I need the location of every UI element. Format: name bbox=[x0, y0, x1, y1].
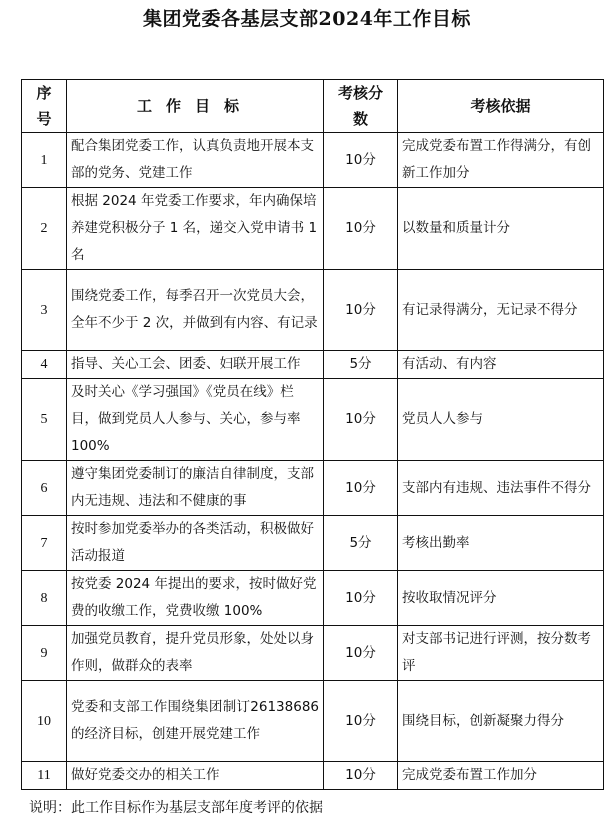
row-goal: 指导、关心工会、团委、妇联开展工作 bbox=[67, 351, 324, 379]
row-score: 10分 bbox=[324, 270, 398, 351]
table-row bbox=[22, 270, 604, 351]
row-basis: 支部内有违规、违法事件不得分 bbox=[398, 461, 604, 516]
row-no: 7 bbox=[22, 516, 67, 571]
row-no: 3 bbox=[22, 270, 67, 351]
header-score: 考核分数 bbox=[324, 80, 398, 133]
row-score: 10分 bbox=[324, 571, 398, 626]
header-no: 序号 bbox=[22, 80, 67, 133]
table-row bbox=[22, 379, 604, 461]
row-no: 10 bbox=[22, 681, 67, 762]
row-no: 1 bbox=[22, 133, 67, 188]
row-basis: 围绕目标，创新凝聚力得分 bbox=[398, 681, 604, 762]
row-score: 10分 bbox=[324, 626, 398, 681]
row-score: 10分 bbox=[324, 762, 398, 790]
row-basis: 完成党委布置工作得满分，有创新工作加分 bbox=[398, 133, 604, 188]
row-basis: 有记录得满分，无记录不得分 bbox=[398, 270, 604, 351]
row-basis: 以数量和质量计分 bbox=[398, 188, 604, 270]
row-basis: 完成党委布置工作加分 bbox=[398, 762, 604, 790]
row-score: 5分 bbox=[324, 516, 398, 571]
row-no: 2 bbox=[22, 188, 67, 270]
row-goal: 围绕党委工作，每季召开一次党员大会，全年不少于 2 次，并做到有内容、有记录 bbox=[67, 270, 324, 351]
table-row bbox=[22, 516, 604, 571]
header-goal: 工作目标 bbox=[67, 80, 324, 133]
row-basis: 对支部书记进行评测，按分数考评 bbox=[398, 626, 604, 681]
table-row bbox=[22, 626, 604, 681]
table-row bbox=[22, 188, 604, 270]
row-no: 5 bbox=[22, 379, 67, 461]
table-row bbox=[22, 133, 604, 188]
table-row bbox=[22, 571, 604, 626]
row-basis: 考核出勤率 bbox=[398, 516, 604, 571]
header-basis: 考核依据 bbox=[398, 80, 604, 133]
row-basis: 党员人人参与 bbox=[398, 379, 604, 461]
row-goal: 配合集团党委工作，认真负责地开展本支部的党务、党建工作 bbox=[67, 133, 324, 188]
page-title: 集团党委各基层支部2024年工作目标 bbox=[143, 8, 471, 30]
row-score: 5分 bbox=[324, 351, 398, 379]
row-no: 6 bbox=[22, 461, 67, 516]
work-goals-table bbox=[21, 79, 604, 790]
row-goal: 按时参加党委举办的各类活动，积极做好活动报道 bbox=[67, 516, 324, 571]
row-goal: 做好党委交办的相关工作 bbox=[67, 762, 324, 790]
footnote: 说明：此工作目标作为基层支部年度考评的依据 bbox=[29, 800, 323, 816]
table-row bbox=[22, 351, 604, 379]
row-goal: 遵守集团党委制订的廉洁自律制度，支部内无违规、违法和不健康的事 bbox=[67, 461, 324, 516]
row-goal: 按党委 2024 年提出的要求，按时做好党费的收缴工作，党费收缴 100% bbox=[67, 571, 324, 626]
row-score: 10分 bbox=[324, 379, 398, 461]
row-basis: 有活动、有内容 bbox=[398, 351, 604, 379]
table-row bbox=[22, 681, 604, 762]
row-no: 4 bbox=[22, 351, 67, 379]
row-score: 10分 bbox=[324, 681, 398, 762]
row-score: 10分 bbox=[324, 133, 398, 188]
row-goal: 及时关心《学习强国》《党员在线》栏目，做到党员人人参与、关心，参与率100% bbox=[67, 379, 324, 461]
row-no: 11 bbox=[22, 762, 67, 790]
table-row bbox=[22, 461, 604, 516]
row-score: 10分 bbox=[324, 188, 398, 270]
table-row bbox=[22, 762, 604, 790]
row-goal: 加强党员教育，提升党员形象，处处以身作则，做群众的表率 bbox=[67, 626, 324, 681]
row-score: 10分 bbox=[324, 461, 398, 516]
row-no: 8 bbox=[22, 571, 67, 626]
table-header-row bbox=[22, 80, 604, 133]
row-goal: 根据 2024 年党委工作要求，年内确保培养建党积极分子 1 名，递交入党申请书 1 名 bbox=[67, 188, 324, 270]
row-basis: 按收取情况评分 bbox=[398, 571, 604, 626]
row-goal: 党委和支部工作围绕集团制订26138686 的经济目标，创建开展党建工作 bbox=[67, 681, 324, 762]
row-no: 9 bbox=[22, 626, 67, 681]
